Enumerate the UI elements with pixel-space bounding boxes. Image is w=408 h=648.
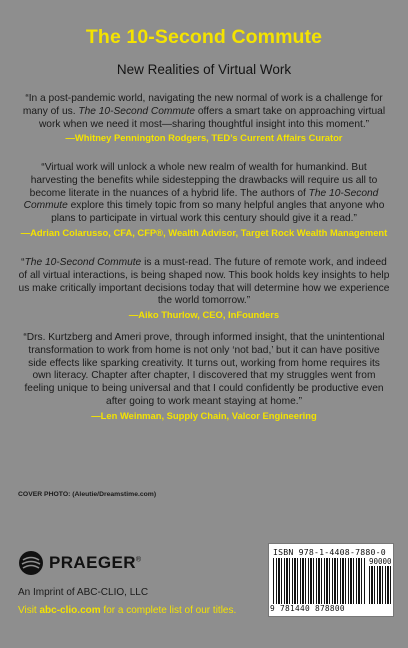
price-barcode-bars <box>369 566 391 604</box>
barcode-bar <box>324 558 325 604</box>
barcode-bar <box>340 558 341 604</box>
barcode-bar <box>329 558 330 604</box>
barcode-bar <box>337 558 338 604</box>
barcode-bar <box>356 558 357 604</box>
publisher-website: abc-clio.com <box>39 605 101 616</box>
price-code: 90000 <box>369 557 392 566</box>
barcode-bar <box>316 558 317 604</box>
barcode-bar <box>364 558 365 604</box>
barcode-bar <box>332 558 333 604</box>
barcode-bar <box>358 558 360 604</box>
endorsement-quote-3 <box>18 257 390 321</box>
quote-attribution: —Whitney Pennington Rodgers, TED’s Current Affairs Curator <box>65 132 343 144</box>
barcode-bar <box>348 558 349 604</box>
barcode-bar <box>278 558 280 604</box>
ean-barcode-bars <box>273 558 365 604</box>
quote-book-title: The 10-Second Commute <box>24 257 142 268</box>
barcode-bar <box>276 558 277 604</box>
barcode-bar <box>297 558 298 604</box>
isbn-number: ISBN 978-1-4408-7880-0 <box>273 547 386 557</box>
quote-attribution: —Aiko Thurlow, CEO, InFounders <box>128 309 280 321</box>
barcode-bar <box>371 566 373 604</box>
publisher-logo <box>18 550 141 576</box>
barcode-bar <box>334 558 336 604</box>
barcode-bar <box>294 558 296 604</box>
publisher-imprint: An Imprint of ABC-CLIO, LLC <box>18 587 149 598</box>
quote-text: “Drs. Kurtzberg and Ameri prove, through informed insight, that the unintentional transformation to work from home is not only ‘not bad,’ but it can have positive side effects like sparking creativity. It turns out, working from home requires its own literacy. Chapter after chapter, I discovered that my struggles went from feeling unique to being universal and that I could confidently be productive even after going to work meant staying at home.” <box>23 332 385 407</box>
barcode-bar <box>284 558 285 604</box>
endorsement-quote-1 <box>18 93 390 144</box>
barcode-bar <box>369 566 370 604</box>
barcode-bar <box>281 558 282 604</box>
barcode-bar <box>361 558 362 604</box>
barcode-bar <box>342 558 344 604</box>
quote-text: “The 10-Second Commute is a must-read. The future of remote work, and indeed of all virtual interactions, is being shaped now. This book holds key insights to help us make critically important decisions today that will determine how we experience the world tomorrow.” <box>18 257 390 307</box>
barcode-bar <box>374 566 375 604</box>
barcode-bar <box>308 558 309 604</box>
quote-text: “Virtual work will unlock a whole new realm of wealth for humankind. But harvesting the benefits while sidestepping the drawbacks will require us all to become literate in the nuances of a hybrid life. The authors of The 10-Second Commute explore this timely topic from so many helpful angles that anyone who plans to participate in virtual work this century should give it a read.” <box>23 162 385 225</box>
praeger-globe-icon <box>18 550 44 576</box>
barcode-bar <box>379 566 381 604</box>
barcode-bar <box>377 566 378 604</box>
quote-book-title: The 10-Second Commute <box>23 187 379 212</box>
barcode-bar <box>385 566 386 604</box>
publisher-website-line: Visit abc-clio.com for a complete list of our titles. <box>18 605 237 616</box>
isbn-barcode <box>268 543 394 617</box>
barcode-bar <box>326 558 328 604</box>
barcode-bar <box>273 558 274 604</box>
barcode-bar <box>387 566 389 604</box>
cover-photo-credit: COVER PHOTO: (Aleutie/Dreamstime.com) <box>18 491 157 498</box>
barcode-bar <box>313 558 314 604</box>
barcode-bar <box>310 558 312 604</box>
barcode-bar <box>318 558 320 604</box>
barcode-bar <box>289 558 290 604</box>
endorsement-quote-2 <box>18 162 390 239</box>
barcode-bar <box>300 558 301 604</box>
book-subtitle: New Realities of Virtual Work <box>116 62 292 77</box>
book-title: The 10-Second Commute <box>85 26 323 48</box>
barcode-bar <box>390 566 391 604</box>
barcode-bar <box>321 558 322 604</box>
quote-attribution: —Adrian Colarusso, CFA, CFP®, Wealth Advisor, Target Rock Wealth Management <box>20 226 388 238</box>
barcode-digits: 9 781440 878800 <box>270 604 345 613</box>
quote-book-title: The 10-Second Commute <box>78 105 196 117</box>
publisher-name: PRAEGER® <box>49 553 142 572</box>
quote-attribution: —Len Weinman, Supply Chain, Valcor Engineering <box>91 409 317 421</box>
barcode-bar <box>292 558 293 604</box>
endorsement-quote-4 <box>18 332 390 422</box>
quote-text: “In a post-pandemic world, navigating the new normal of work is a challenge for many of us. The 10-Second Commute offers a smart take on approaching virtual work when we need it most—sharing thoughtful insight into this moment.” <box>22 93 386 130</box>
barcode-bar <box>286 558 288 604</box>
barcode-bar <box>345 558 346 604</box>
barcode-bar <box>382 566 383 604</box>
barcode-bar <box>305 558 306 604</box>
barcode-bar <box>302 558 304 604</box>
barcode-bar <box>353 558 354 604</box>
barcode-bar <box>350 558 352 604</box>
